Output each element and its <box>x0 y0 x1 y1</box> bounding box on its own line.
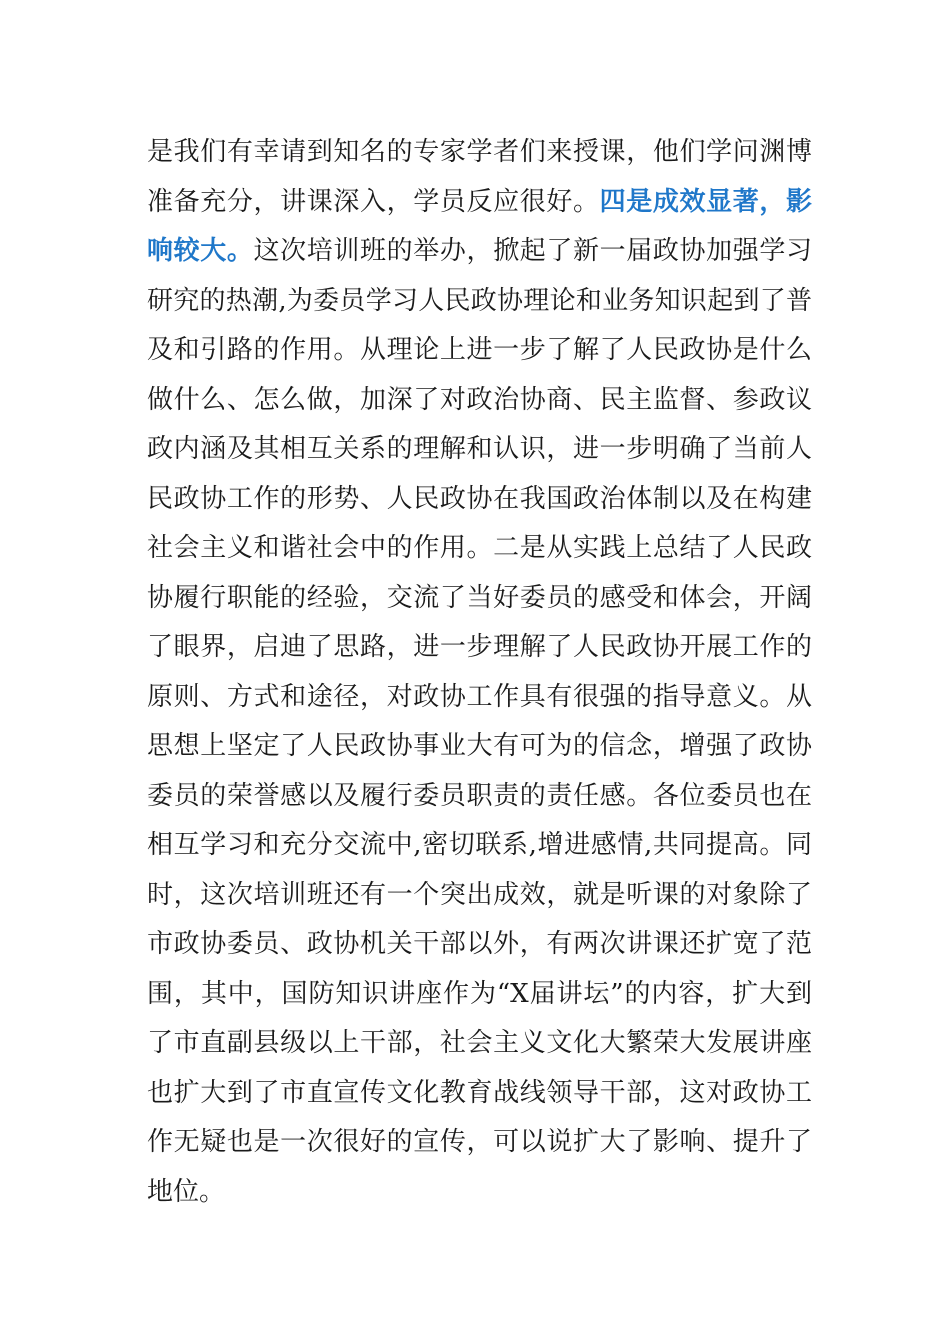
text-segment: 相互学习和充分交流中,密切联系,增进感情,共同提高。同 <box>147 830 812 860</box>
text-line-content <box>147 178 812 228</box>
text-segment: 思想上坚定了人民政协事业大有可为的信念，增强了政协 <box>147 731 812 761</box>
highlighted-text: 响较大。 <box>147 236 254 266</box>
text-line <box>147 1019 812 1069</box>
text-line-content <box>147 326 812 376</box>
text-line <box>147 128 812 178</box>
text-line <box>147 425 812 475</box>
text-segment: 市政协委员、政协机关干部以外，有两次讲课还扩宽了范 <box>147 929 812 959</box>
text-line-content <box>147 524 812 574</box>
text-segment: 是我们有幸请到知名的专家学者们来授课，他们学问渊博 <box>147 137 812 167</box>
text-line <box>147 1069 812 1119</box>
text-line-content <box>147 623 812 673</box>
text-line <box>147 376 812 426</box>
text-line-content <box>147 722 812 772</box>
text-segment: 原则、方式和途径，对政协工作具有很强的指导意义。从 <box>147 681 812 712</box>
text-line <box>147 920 812 970</box>
highlighted-text: 四是成效显著，影 <box>599 186 812 217</box>
text-line <box>147 475 812 525</box>
text-line <box>147 277 812 327</box>
text-line <box>147 524 812 574</box>
text-segment: 作无疑也是一次很好的宣传，可以说扩大了影响、提升了 <box>147 1127 812 1157</box>
text-segment: 地位。 <box>147 1176 226 1207</box>
text-line-content <box>147 772 812 822</box>
text-segment: 了市直副县级以上干部，社会主义文化大繁荣大发展讲座 <box>147 1028 812 1058</box>
text-line-content <box>147 871 812 921</box>
body-paragraph <box>147 128 812 1217</box>
text-line-content <box>147 1168 812 1218</box>
text-line-content <box>147 425 812 475</box>
text-line <box>147 623 812 673</box>
text-segment: 了眼界，启迪了思路，进一步理解了人民政协开展工作的 <box>147 632 812 662</box>
text-line-content <box>147 574 812 624</box>
text-line <box>147 673 812 723</box>
text-line <box>147 821 812 871</box>
text-line <box>147 1168 812 1218</box>
text-segment: 这次培训班的举办，掀起了新一届政协加强学习 <box>253 236 812 266</box>
text-segment: 民政协工作的形势、人民政协在我国政治体制以及在构建 <box>147 483 812 514</box>
text-segment: 研究的热潮,为委员学习人民政协理论和业务知识起到了普 <box>147 285 812 316</box>
text-line-content <box>147 277 812 327</box>
text-line-content <box>147 227 812 277</box>
text-line-content <box>147 920 812 970</box>
text-segment: 做什么、怎么做，加深了对政治协商、民主监督、参政议 <box>147 384 812 415</box>
text-line <box>147 722 812 772</box>
text-segment: 社会主义和谐社会中的作用。二是从实践上总结了人民政 <box>147 533 812 563</box>
text-line-content <box>147 475 812 525</box>
text-line <box>147 871 812 921</box>
text-segment: 也扩大到了市直宣传文化教育战线领导干部，这对政协工 <box>147 1077 812 1108</box>
text-line-content <box>147 1069 812 1119</box>
text-segment: 委员的荣誉感以及履行委员职责的责任感。各位委员也在 <box>147 780 812 811</box>
text-line <box>147 1118 812 1168</box>
text-segment: 围，其中，国防知识讲座作为“X届讲坛”的内容，扩大到 <box>147 978 812 1009</box>
text-line <box>147 326 812 376</box>
text-line <box>147 970 812 1020</box>
text-line-content <box>147 970 812 1020</box>
text-line-content <box>147 376 812 426</box>
text-line <box>147 772 812 822</box>
text-line-content <box>147 128 812 178</box>
text-segment: 协履行职能的经验，交流了当好委员的感受和体会，开阔 <box>147 582 812 613</box>
text-line-content <box>147 821 812 871</box>
text-line-content <box>147 673 812 723</box>
text-segment: 及和引路的作用。从理论上进一步了解了人民政协是什么 <box>147 335 812 365</box>
text-line-content <box>147 1019 812 1069</box>
text-segment: 政内涵及其相互关系的理解和认识，进一步明确了当前人 <box>147 434 812 464</box>
text-line <box>147 178 812 228</box>
text-segment: 时，这次培训班还有一个突出成效，就是听课的对象除了 <box>147 879 812 910</box>
text-line <box>147 227 812 277</box>
text-line-content <box>147 1118 812 1168</box>
text-segment: 准备充分，讲课深入，学员反应很好。 <box>147 186 600 217</box>
text-line <box>147 574 812 624</box>
